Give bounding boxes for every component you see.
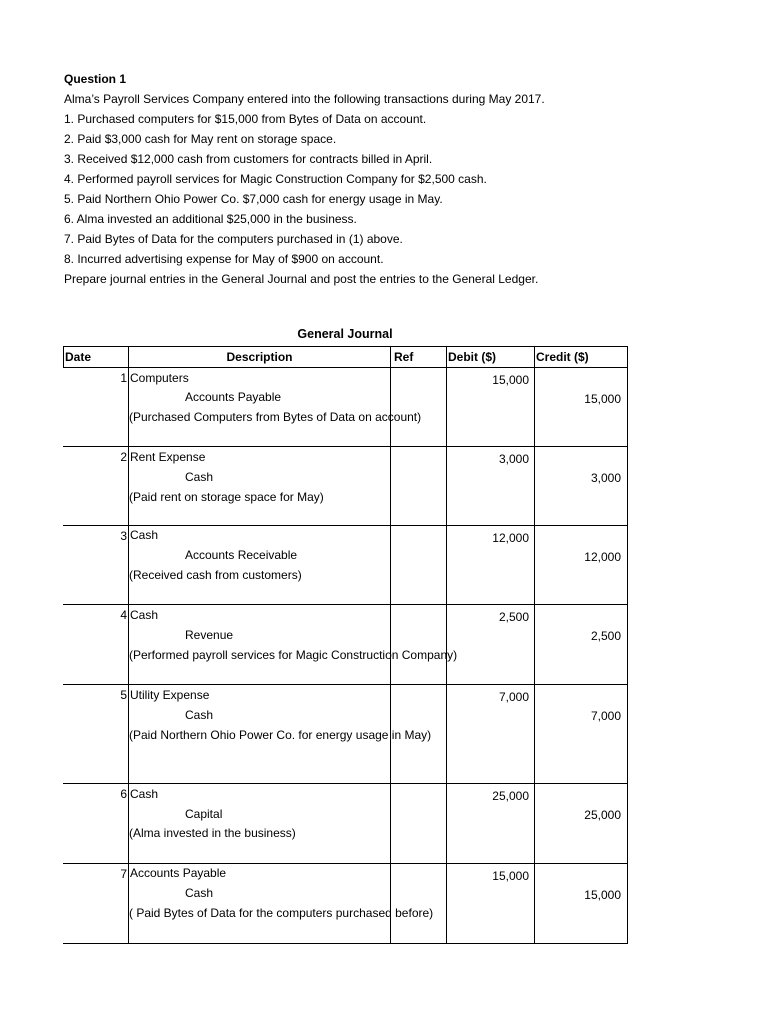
credit-account: Accounts Payable — [185, 390, 282, 404]
question-title: Question 1 — [64, 72, 127, 86]
debit-account: Cash — [130, 787, 159, 801]
debit-amount: 15,000 — [492, 373, 529, 387]
transaction-item: 5. Paid Northern Ohio Power Co. $7,000 cash for energy usage in May. — [64, 192, 443, 206]
transaction-item: 8. Incurred advertising expense for May of $900 on account. — [64, 252, 384, 266]
header-ref: Ref — [394, 350, 414, 364]
table-top-border — [63, 346, 628, 347]
credit-amount: 25,000 — [584, 808, 621, 822]
entry-number: 3 — [120, 529, 127, 543]
credit-account: Cash — [185, 886, 214, 900]
journal-entry — [63, 605, 628, 685]
credit-account: Accounts Receivable — [185, 548, 298, 562]
entry-explanation: ( Paid Bytes of Data for the computers purchased before) — [129, 906, 434, 920]
debit-account: Rent Expense — [130, 450, 206, 464]
entry-explanation: (Paid Northern Ohio Power Co. for energy usage in May) — [129, 728, 432, 742]
debit-amount: 3,000 — [498, 452, 529, 466]
transaction-item: 3. Received $12,000 cash from customers for contracts billed in April. — [64, 152, 433, 166]
credit-amount: 7,000 — [590, 709, 621, 723]
entry-number: 1 — [120, 371, 127, 385]
entry-number: 4 — [120, 608, 127, 622]
header-date: Date — [65, 350, 92, 364]
journal-entry — [63, 526, 628, 606]
transaction-item: 2. Paid $3,000 cash for May rent on storage space. — [64, 132, 337, 146]
entry-explanation: (Paid rent on storage space for May) — [129, 490, 324, 504]
credit-account: Cash — [185, 470, 214, 484]
transaction-item: 6. Alma invested an additional $25,000 in the business. — [64, 212, 357, 226]
entry-number: 2 — [120, 450, 127, 464]
transaction-item: 7. Paid Bytes of Data for the computers purchased in (1) above. — [64, 232, 403, 246]
journal-entry — [63, 368, 628, 448]
header-description: Description — [226, 350, 293, 364]
entry-explanation: (Received cash from customers) — [129, 568, 302, 582]
table-left-border — [63, 346, 64, 368]
debit-account: Accounts Payable — [130, 866, 227, 880]
debit-amount: 12,000 — [492, 531, 529, 545]
credit-account: Revenue — [185, 628, 234, 642]
credit-amount: 3,000 — [590, 471, 621, 485]
debit-account: Cash — [130, 608, 159, 622]
journal-entry — [63, 784, 628, 864]
entry-explanation: (Performed payroll services for Magic Construction Company) — [129, 648, 458, 662]
header-credit: Credit ($) — [536, 350, 589, 364]
credit-amount: 15,000 — [584, 888, 621, 902]
entry-explanation: (Purchased Computers from Bytes of Data on account) — [129, 410, 422, 424]
debit-account: Cash — [130, 528, 159, 542]
question-instruction: Prepare journal entries in the General Journal and post the entries to the General Ledger. — [64, 272, 539, 286]
credit-amount: 12,000 — [584, 550, 621, 564]
question-intro: Alma’s Payroll Services Company entered into the following transactions during May 2017. — [64, 92, 545, 106]
entry-number: 7 — [120, 867, 127, 881]
transaction-item: 1. Purchased computers for $15,000 from Bytes of Data on account. — [64, 112, 427, 126]
header-debit: Debit ($) — [448, 350, 496, 364]
debit-amount: 15,000 — [492, 869, 529, 883]
journal-entry — [63, 864, 628, 944]
credit-account: Cash — [185, 708, 214, 722]
entry-explanation: (Alma invested in the business) — [129, 826, 296, 840]
debit-amount: 2,500 — [498, 610, 529, 624]
question-block — [64, 69, 704, 289]
journal-title: General Journal — [297, 327, 393, 341]
credit-account: Capital — [185, 807, 223, 821]
debit-account: Utility Expense — [130, 688, 210, 702]
entry-number: 6 — [120, 787, 127, 801]
general-journal-table — [63, 346, 628, 944]
debit-amount: 25,000 — [492, 789, 529, 803]
credit-amount: 2,500 — [590, 629, 621, 643]
credit-amount: 15,000 — [584, 392, 621, 406]
debit-amount: 7,000 — [498, 690, 529, 704]
debit-account: Computers — [130, 371, 189, 385]
transaction-item: 4. Performed payroll services for Magic Construction Company for $2,500 cash. — [64, 172, 487, 186]
entry-number: 5 — [120, 688, 127, 702]
journal-entry — [63, 685, 628, 765]
journal-entry — [63, 447, 628, 527]
